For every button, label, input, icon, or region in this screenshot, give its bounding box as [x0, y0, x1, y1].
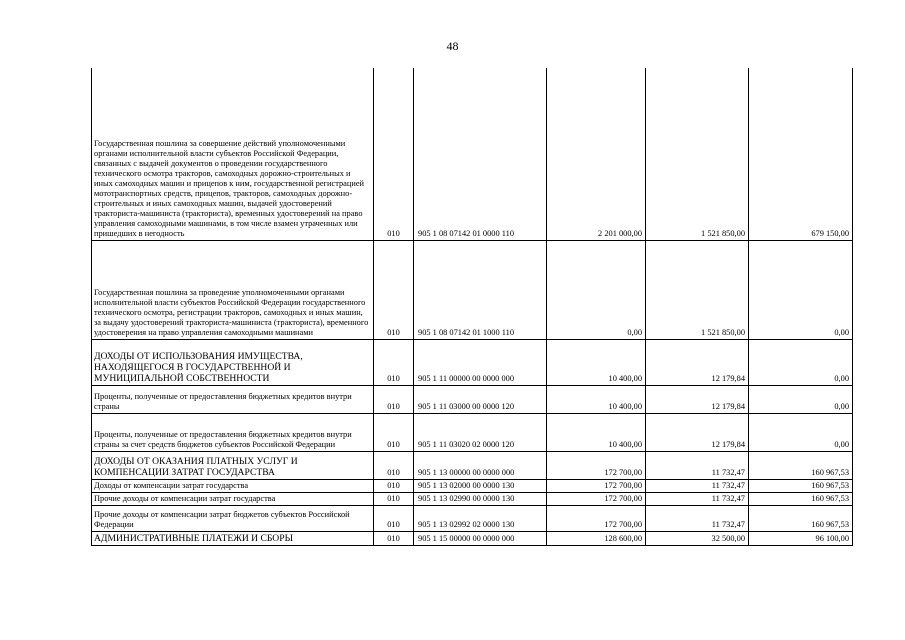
row-value-1-cell: 172 700,00 [547, 451, 646, 479]
row-kbk-cell: 905 1 15 00000 00 0000 000 [414, 531, 547, 545]
row-value-1-cell: 2 201 000,00 [547, 68, 646, 240]
row-name-cell: Прочие доходы от компенсации затрат государства [92, 492, 374, 505]
row-value-3-cell: 160 967,53 [749, 492, 853, 505]
row-name-cell: Государственная пошлина за проведение уполномоченными органами исполнительной власти субъектов Российской Федерации государственного технического осмотра, регистрации тракторов, самоходных и иных машин, за выдачу удостоверений тракториста-машиниста (тракториста), временного удостоверения на право управления самоходными машинами [92, 240, 374, 339]
table-row [92, 385, 853, 413]
row-code-cell: 010 [374, 240, 414, 339]
row-value-1-cell: 10 400,00 [547, 413, 646, 451]
row-name-cell: ДОХОДЫ ОТ ОКАЗАНИЯ ПЛАТНЫХ УСЛУГ И КОМПЕНСАЦИИ ЗАТРАТ ГОСУДАРСТВА [92, 451, 374, 479]
row-value-3-cell: 679 150,00 [749, 68, 853, 240]
row-code-cell: 010 [374, 451, 414, 479]
row-kbk-cell: 905 1 13 02992 02 0000 130 [414, 505, 547, 531]
table-row [92, 451, 853, 479]
row-value-2-cell: 12 179,84 [646, 413, 749, 451]
row-kbk-cell: 905 1 11 03020 02 0000 120 [414, 413, 547, 451]
row-name-cell: ДОХОДЫ ОТ ИСПОЛЬЗОВАНИЯ ИМУЩЕСТВА, НАХОДЯЩЕГОСЯ В ГОСУДАРСТВЕННОЙ И МУНИЦИПАЛЬНОЙ СОБСТВЕННОСТИ [92, 339, 374, 385]
row-value-2-cell: 1 521 850,00 [646, 240, 749, 339]
table-row [92, 505, 853, 531]
row-value-2-cell: 11 732,47 [646, 505, 749, 531]
table-row [92, 339, 853, 385]
row-code-cell: 010 [374, 531, 414, 545]
row-code-cell: 010 [374, 339, 414, 385]
row-value-3-cell: 0,00 [749, 339, 853, 385]
row-value-3-cell: 160 967,53 [749, 505, 853, 531]
table-row [92, 413, 853, 451]
row-value-1-cell: 128 600,00 [547, 531, 646, 545]
page-number: 48 [446, 39, 459, 53]
table-row [92, 68, 853, 240]
table-row [92, 492, 853, 505]
row-value-1-cell: 10 400,00 [547, 385, 646, 413]
row-value-3-cell: 160 967,53 [749, 451, 853, 479]
row-value-3-cell: 160 967,53 [749, 479, 853, 492]
row-value-1-cell: 172 700,00 [547, 492, 646, 505]
row-value-2-cell: 11 732,47 [646, 479, 749, 492]
revenue-table [91, 68, 853, 546]
row-kbk-cell: 905 1 11 00000 00 0000 000 [414, 339, 547, 385]
table-row [92, 531, 853, 545]
row-value-1-cell: 10 400,00 [547, 339, 646, 385]
row-value-3-cell: 0,00 [749, 385, 853, 413]
row-value-3-cell: 0,00 [749, 413, 853, 451]
row-kbk-cell: 905 1 11 03000 00 0000 120 [414, 385, 547, 413]
row-name-cell: Проценты, полученные от предоставления бюджетных кредитов внутри страны [92, 385, 374, 413]
row-code-cell: 010 [374, 492, 414, 505]
row-value-3-cell: 0,00 [749, 240, 853, 339]
row-code-cell: 010 [374, 479, 414, 492]
row-kbk-cell: 905 1 08 07142 01 1000 110 [414, 240, 547, 339]
table-row [92, 240, 853, 339]
row-value-2-cell: 12 179,84 [646, 339, 749, 385]
row-code-cell: 010 [374, 413, 414, 451]
revenue-table-body [92, 68, 853, 545]
row-value-2-cell: 12 179,84 [646, 385, 749, 413]
row-code-cell: 010 [374, 505, 414, 531]
row-value-1-cell: 0,00 [547, 240, 646, 339]
row-kbk-cell: 905 1 08 07142 01 0000 110 [414, 68, 547, 240]
row-kbk-cell: 905 1 13 00000 00 0000 000 [414, 451, 547, 479]
row-value-1-cell: 172 700,00 [547, 505, 646, 531]
row-kbk-cell: 905 1 13 02990 00 0000 130 [414, 492, 547, 505]
row-value-1-cell: 172 700,00 [547, 479, 646, 492]
table-row [92, 479, 853, 492]
row-value-2-cell: 1 521 850,00 [646, 68, 749, 240]
row-code-cell: 010 [374, 385, 414, 413]
row-value-2-cell: 32 500,00 [646, 531, 749, 545]
row-name-cell: Прочие доходы от компенсации затрат бюджетов субъектов Российской Федерации [92, 505, 374, 531]
row-kbk-cell: 905 1 13 02000 00 0000 130 [414, 479, 547, 492]
row-name-cell: Проценты, полученные от предоставления бюджетных кредитов внутри страны за счет средств бюджетов субъектов Российской Федерации [92, 413, 374, 451]
row-name-cell: АДМИНИСТРАТИВНЫЕ ПЛАТЕЖИ И СБОРЫ [92, 531, 374, 545]
row-value-2-cell: 11 732,47 [646, 492, 749, 505]
row-name-cell: Государственная пошлина за совершение действий уполномоченными органами исполнительной власти субъектов Российской Федерации, связанных с выдачей документов о проведении государственного технического осмотра тракторов, самоходных дорожно-строительных и иных самоходных машин и прицепов к ним, государственной регистрацией мототранспортных средств, прицепов, тракторов, самоходных дорожно-строительных и иных самоходных машин, выдачей удостоверений тракториста-машиниста (тракториста), временных удостоверений на право управления самоходными машинами, в том числе взамен утраченных или пришедших в негодность [92, 68, 374, 240]
row-value-2-cell: 11 732,47 [646, 451, 749, 479]
row-name-cell: Доходы от компенсации затрат государства [92, 479, 374, 492]
row-value-3-cell: 96 100,00 [749, 531, 853, 545]
row-code-cell: 010 [374, 68, 414, 240]
